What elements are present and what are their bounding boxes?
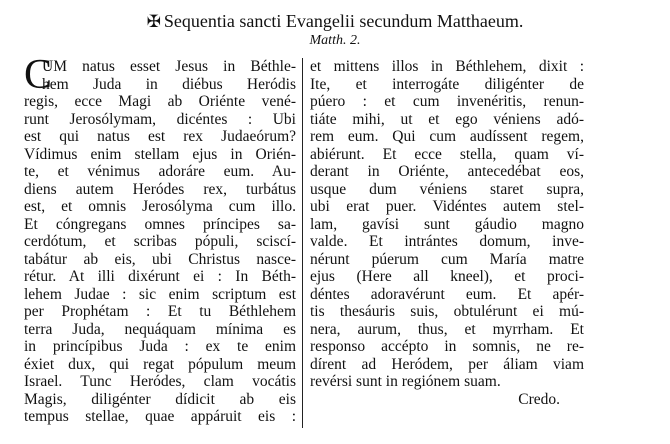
right-line: valde. Et intrántes domum, inve- (310, 233, 584, 250)
right-line: responso accépto in somnis, ne re- (310, 338, 584, 355)
right-column (310, 58, 584, 408)
right-line: revérsi sunt in regiónem suam. (310, 373, 501, 390)
left-line: Vídimus enim stellam ejus in Orién- (24, 145, 296, 163)
left-line: per Prophétam : Et tu Béthlehem (24, 303, 296, 320)
right-line: ubi erat puer. Vidéntes autem stel- (310, 198, 584, 215)
right-line: tis thesáuris suis, obtulérunt ei mú- (310, 303, 584, 320)
right-line: púero : et cum invenéritis, renun- (310, 93, 584, 110)
gospel-heading (0, 10, 670, 33)
left-line: tempus stellae, quae appáruit eis : (24, 408, 296, 425)
gospel-title: Sequentia sancti Evangelii secundum Matthaeum. (163, 11, 524, 31)
left-line: lehem Judae : sic enim scriptum est (24, 285, 296, 303)
left-line: hem Juda in diébus Heródis (42, 75, 296, 93)
cross-icon: ✠ (146, 12, 161, 32)
right-line: nera, aurum, thus, et myrrham. Et (310, 320, 584, 338)
right-line: abiérunt. Et ecce stella, quam ví- (310, 145, 584, 163)
left-line: est, et omnis Jerosólyma cum illo. (24, 198, 296, 215)
left-line: Et cóngregans omnes príncipes sa- (24, 215, 296, 233)
left-line: regis, ecce Magi ab Oriénte vené- (24, 93, 296, 110)
left-line: terra Juda, nequáquam mínima es (24, 320, 296, 338)
left-line: UM natus esset Jesus in Béthle- (42, 58, 296, 75)
left-column (24, 52, 296, 426)
right-line: tiáte mihi, ut et ego véniens adó- (310, 110, 584, 128)
right-line: usque dum véniens staret supra, (310, 180, 584, 198)
left-line: te, et vénimus adoráre eum. Au- (24, 163, 296, 180)
right-line: dírent ad Heródem, per áliam viam (310, 355, 584, 373)
right-line: lam, gavísi sunt gáudio magno (310, 215, 584, 233)
left-line: rétur. At illi dixérunt ei : In Béth- (24, 268, 296, 285)
column-divider (302, 58, 303, 428)
left-line: cerdótum, et scribas pópuli, sciscí- (24, 233, 296, 250)
scripture-reference: Matth. 2. (309, 33, 361, 48)
right-line: Ite, et interrogáte diligénter de (310, 75, 584, 93)
right-line: et mittens illos in Béthlehem, dixit : (310, 58, 584, 75)
left-line: Magis, diligénter dídicit ab eis (24, 390, 296, 408)
left-line: in princípibus Juda : ex te enim (24, 338, 296, 355)
left-line: est qui natus est rex Judaeórum? (24, 128, 296, 145)
right-line: derant in Oriénte, antecedébat eos, (310, 163, 584, 180)
right-line: ejus (Here all kneel), et proci- (310, 268, 584, 285)
left-line: runt Jerosólymam, dicéntes : Ubi (24, 110, 296, 128)
right-line: nérunt púerum cum María matre (310, 250, 584, 268)
right-line: déntes adoravérunt eum. Et apér- (310, 285, 584, 303)
left-line: éxiet dux, qui regat pópulum meum (24, 355, 296, 373)
credo-line: Credo. (518, 390, 560, 408)
drop-cap: C (24, 52, 53, 98)
left-line: diens autem Heródes rex, turbátus (24, 180, 296, 198)
left-line: Israel. Tunc Heródes, clam vocátis (24, 373, 296, 390)
left-line: tabátur ab eis, ubi Christus nasce- (24, 250, 296, 268)
right-line: rem eum. Qui cum audíssent regem, (310, 128, 584, 145)
